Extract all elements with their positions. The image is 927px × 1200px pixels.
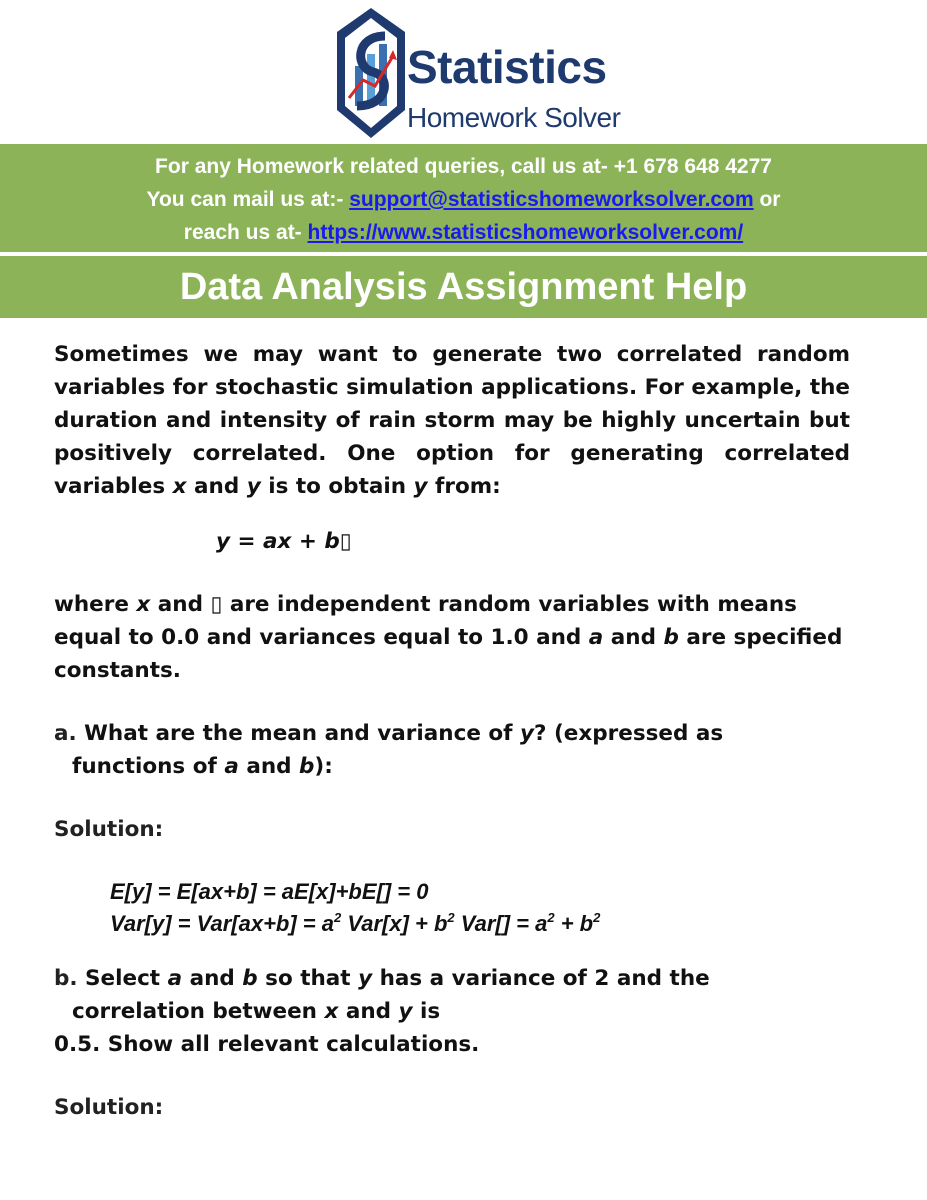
where-text: and: [150, 592, 211, 617]
solution-a-variance: [54, 908, 850, 940]
var-b: b: [663, 625, 679, 650]
solution-a-mean: E[y] = E[ax+b] = aE[x]+bE[] = 0: [110, 879, 429, 904]
email-link[interactable]: support@statisticshomeworksolver.com: [349, 188, 754, 211]
variance-part: Var[] = a: [454, 911, 548, 936]
question-text: correlation between: [72, 999, 325, 1024]
logo-shield-icon: [335, 6, 407, 140]
missing-glyph-icon: ▯: [210, 592, 223, 617]
var-y: y: [398, 999, 413, 1024]
question-b: [54, 962, 850, 995]
question-text: has a variance of 2 and the: [372, 966, 710, 991]
where-text: and: [603, 625, 664, 650]
var-b: b: [299, 754, 315, 779]
solution-a-heading: Solution:: [54, 817, 164, 842]
question-text: is: [412, 999, 441, 1024]
question-b-label: b.: [54, 966, 78, 991]
intro-text: Sometimes we may want to generate two correlated random variables for stochastic simulation applications. For example, the duration and intensity of rain storm may be highly uncertain but positively correlated. One option for generating correlated variables: [54, 342, 850, 499]
question-text: and: [338, 999, 399, 1024]
page-title: Data Analysis Assignment Help: [0, 256, 927, 318]
question-text: and: [182, 966, 243, 991]
logo-title: Statistics: [407, 41, 607, 93]
where-text: where: [54, 592, 137, 617]
exponent: 2: [547, 910, 555, 925]
question-a-continued: [54, 750, 850, 783]
var-a: a: [224, 754, 239, 779]
intro-end: from:: [427, 474, 501, 499]
question-text: ):: [314, 754, 333, 779]
missing-glyph-icon: ▯: [339, 529, 352, 554]
contact-phone-line: For any Homework related queries, call us at- +1 678 648 4277: [155, 155, 772, 178]
var-b: b: [242, 966, 258, 991]
exponent: 2: [447, 910, 455, 925]
exponent: 2: [593, 910, 601, 925]
logo-subtitle: Homework Solver: [407, 102, 621, 133]
question-text: and: [238, 754, 300, 779]
website-link[interactable]: https://www.statisticshomeworksolver.com/: [307, 221, 744, 244]
equation-text: y = ax + b: [216, 529, 340, 554]
question-b-final: 0.5. Show all relevant calculations.: [54, 1032, 480, 1057]
question-text: What are the mean and variance of: [76, 721, 520, 746]
question-text: ? (expressed as: [534, 721, 724, 746]
var-y: y: [413, 474, 428, 499]
var-y: y: [246, 474, 261, 499]
question-text: Select: [77, 966, 168, 991]
question-a-label: a.: [54, 721, 77, 746]
where-text: are specified constants.: [54, 625, 843, 683]
solution-b-heading: Solution:: [54, 1095, 164, 1120]
var-x: x: [324, 999, 339, 1024]
var-y: y: [358, 966, 373, 991]
main-equation: [54, 525, 850, 558]
email-prefix: You can mail us at:-: [146, 188, 350, 211]
variance-part: Var[y] = Var[ax+b] = a: [110, 911, 334, 936]
logo: [335, 6, 621, 140]
document-body: [54, 338, 850, 1124]
var-x: x: [136, 592, 151, 617]
var-y: y: [520, 721, 535, 746]
question-a: [54, 717, 850, 750]
question-text: functions of: [72, 754, 225, 779]
contact-banner: [0, 144, 927, 252]
var-a: a: [167, 966, 183, 991]
var-x: x: [172, 474, 187, 499]
website-prefix: reach us at-: [183, 221, 308, 244]
var-a: a: [588, 625, 604, 650]
intro-paragraph: [54, 338, 850, 503]
where-paragraph: [54, 588, 850, 687]
variance-part: Var[x] + b: [341, 911, 448, 936]
contact-website-line: [0, 216, 927, 249]
question-b-continued: [54, 995, 850, 1028]
question-text: so that: [257, 966, 359, 991]
email-suffix: or: [753, 188, 781, 211]
intro-mid: is to obtain: [260, 474, 414, 499]
variance-part: + b: [554, 911, 594, 936]
exponent: 2: [334, 910, 342, 925]
intro-and: and: [186, 474, 247, 499]
where-text: are independent random variables with means equal to 0.0 and variances equal to 1.0 and: [54, 592, 797, 650]
contact-email-line: [0, 183, 927, 216]
